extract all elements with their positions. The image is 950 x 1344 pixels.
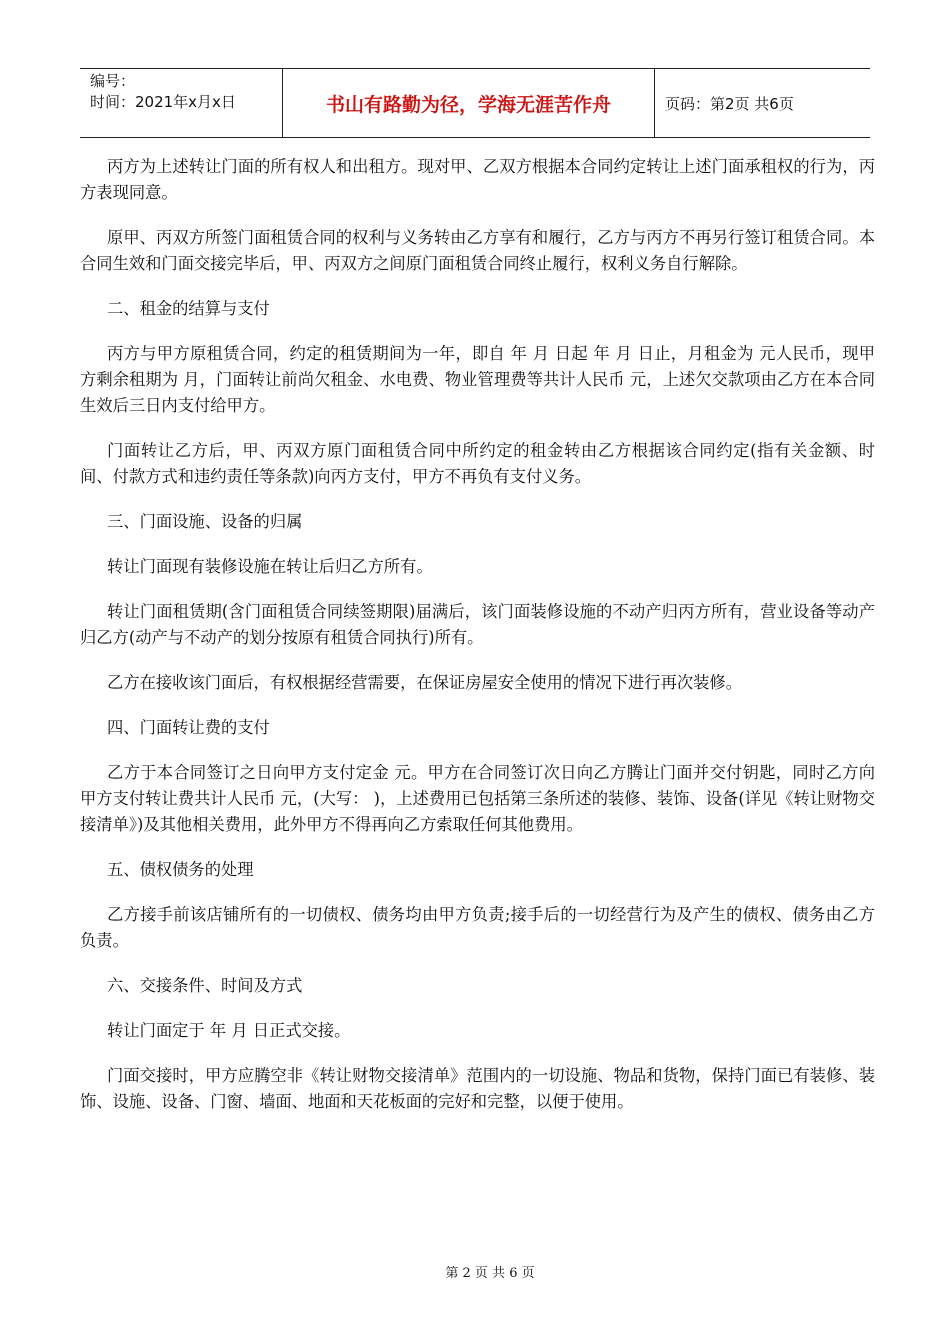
header-page-info: 页码：第2页 共6页: [665, 94, 794, 113]
body-paragraph: 门面转让乙方后，甲、丙双方原门面租赁合同中所约定的租金转由乙方根据该合同约定(指有关金额、时间、付款方式和违约责任等条款)向丙方支付，甲方不再负有支付义务。: [80, 441, 875, 486]
body-paragraph: 门面交接时，甲方应腾空非《转让财物交接清单》范围内的一切设施、物品和货物，保持门面已有装修、装饰、设施、设备、门窗、墙面、地面和天花板面的完好和完整，以便于使用。: [80, 1066, 875, 1111]
body-paragraph: 转让门面定于 年 月 日正式交接。: [107, 1021, 351, 1040]
section-heading: 四、门面转让费的支付: [107, 718, 270, 737]
document-header: [80, 68, 870, 138]
header-meta: [80, 69, 283, 137]
body-paragraph: 转让门面租赁期(含门面租赁合同续签期限)届满后，该门面装修设施的不动产归丙方所有，营业设备等动产归乙方(动产与不动产的划分按原有租赁合同执行)所有。: [80, 602, 875, 647]
document-body: [80, 154, 875, 1134]
body-paragraph: 原甲、丙双方所签门面租赁合同的权利与义务转由乙方享有和履行，乙方与丙方不再另行签订租赁合同。本合同生效和门面交接完毕后，甲、丙双方之间原门面租赁合同终止履行，权利义务自行解除。: [80, 228, 875, 273]
body-paragraph: 乙方在接收该门面后，有权根据经营需要，在保证房屋安全使用的情况下进行再次装修。: [107, 673, 742, 692]
body-paragraph: 丙方与甲方原租赁合同，约定的租赁期间为一年，即自 年 月 日起 年 月 日止，月租金为 元人民币，现甲方剩余租期为 月，门面转让前尚欠租金、水电费、物业管理费等共计人民币 元，上述欠交款项由乙方在本合同生效后三日内支付给甲方。: [80, 344, 875, 415]
document-number-label: 编号：: [90, 72, 136, 90]
body-paragraph: 乙方于本合同签订之日向甲方支付定金 元。甲方在合同签订次日向乙方腾让门面并交付钥匙，同时乙方向甲方支付转让费共计人民币 元，(大写： )，上述费用已包括第三条所述的装修、装饰、设备(详见《转让财物交接清单》)及其他相关费用，此外甲方不得再向乙方索取任何其他费用。: [80, 763, 875, 834]
body-paragraph: 丙方为上述转让门面的所有权人和出租方。现对甲、乙双方根据本合同约定转让上述门面承租权的行为，丙方表现同意。: [80, 157, 875, 202]
section-heading: 三、门面设施、设备的归属: [107, 512, 303, 531]
document-time-label: 时间：2021年x月x日: [90, 93, 236, 111]
header-motto: 书山有路勤为径，学海无涯苦作舟: [283, 69, 655, 137]
body-paragraph: 转让门面现有装修设施在转让后归乙方所有。: [107, 557, 433, 576]
section-heading: 六、交接条件、时间及方式: [107, 976, 303, 995]
section-heading: 五、债权债务的处理: [107, 860, 254, 879]
body-paragraph: 乙方接手前该店铺所有的一切债权、债务均由甲方负责;接手后的一切经营行为及产生的债权、债务由乙方负责。: [80, 905, 875, 950]
section-heading: 二、租金的结算与支付: [107, 299, 270, 318]
page-footer: 第 2 页 共 6 页: [445, 1266, 535, 1281]
